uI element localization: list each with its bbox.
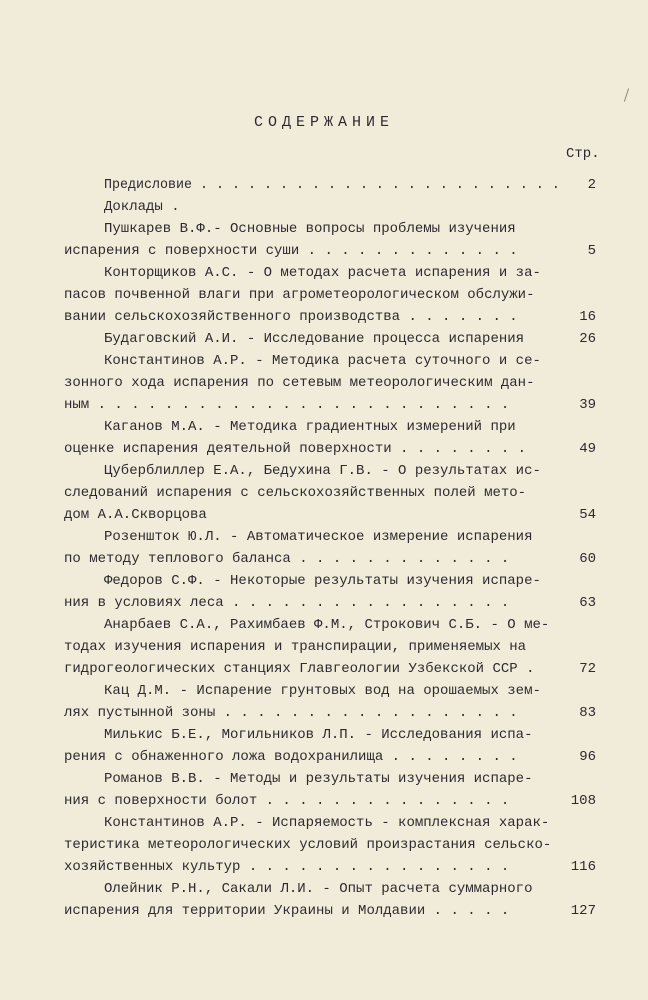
toc-line-text: хозяйственных культур . . . . . . . . . . . . . . . . [64,859,510,875]
toc-page-number: 2 [587,177,596,193]
toc-line-text: Доклады . [104,199,180,215]
toc-line-text: пасов почвенной влаги при агрометеорологическом обслужи- [64,287,535,303]
toc-line-text: теристика метеорологических условий произрастания сельско- [64,837,552,853]
toc-line [0,284,648,306]
page-column-label: Стр. [566,146,600,162]
toc-line [0,482,648,504]
toc-line-text: Розеншток Ю.Л. - Автоматическое измерение испарения [104,529,533,545]
toc-line-text: Предисловие . . . . . . . . . . . . . . . . . . . . . . . [104,177,560,193]
toc-page-number: 127 [570,903,596,919]
toc-line [0,856,648,878]
toc-line [0,438,648,460]
toc-line-text: Федоров С.Ф. - Некоторые результаты изучения испаре- [104,573,541,589]
toc-line-text: Константинов А.Р. - Испаряемость - комплексная харак- [104,815,550,831]
toc-page-number: 60 [579,551,596,567]
toc-line [0,614,648,636]
toc-line-text: гидрогеологических станциях Главгеологии Узбекской ССР . [64,661,535,677]
toc-page-number: 116 [570,859,596,875]
toc-line [0,526,648,548]
toc-line [0,240,648,262]
toc-page-number: 49 [579,441,596,457]
toc-line [0,636,648,658]
toc-line [0,218,648,240]
toc-line [0,372,648,394]
toc-line [0,702,648,724]
toc-line [0,878,648,900]
toc-line-text: ния в условиях леса . . . . . . . . . . . . . . . . . [64,595,510,611]
toc-line-text: Кац Д.М. - Испарение грунтовых вод на орошаемых зем- [104,683,541,699]
toc-line [0,262,648,284]
toc-line [0,416,648,438]
toc-line-text: испарения для территории Украины и Молдавии . . . . . [64,903,510,919]
toc-line-text: тодах изучения испарения и транспирации, применяемых на [64,639,527,655]
toc-line-text: испарения с поверхности суши . . . . . . . . . . . . . [64,243,518,259]
toc-line-text: дом А.А.Скворцова [64,507,207,523]
toc-page-number: 83 [579,705,596,721]
toc-page-number: 96 [579,749,596,765]
toc-page-number: 54 [579,507,596,523]
toc-line-text: Цуберблиллер Е.А., Бедухина Г.В. - О результатах ис- [104,463,541,479]
toc-line [0,350,648,372]
toc-line-text: вании сельскохозяйственного производства . . . . . . . [64,309,518,325]
toc-line-text: лях пустынной зоны . . . . . . . . . . . . . . . . . . [64,705,518,721]
toc-page-number: 26 [579,331,596,347]
toc-page-number: 5 [587,243,596,259]
toc-line [0,394,648,416]
toc-line [0,174,648,196]
toc-line-text: ным . . . . . . . . . . . . . . . . . . . . . . . . . [64,397,510,413]
toc-line [0,768,648,790]
toc-line-text: следований испарения с сельскохозяйственных полей мето- [64,485,527,501]
toc-line [0,680,648,702]
toc-page-number: 72 [579,661,596,677]
toc-line-text: рения с обнаженного ложа водохранилища . . . . . . . . [64,749,518,765]
toc-line-text: Будаговский А.И. - Исследование процесса испарения [104,331,525,347]
toc-line-text: ния с поверхности болот . . . . . . . . . . . . . . . [64,793,510,809]
toc-line-text: по методу теплового баланса . . . . . . . . . . . . . [64,551,510,567]
toc-line-text: Пушкарев В.Ф.- Основные вопросы проблемы изучения [104,221,516,237]
pencil-mark [624,88,629,102]
toc-line-text: Милькис Б.Е., Могильников Л.П. - Исследования испа- [104,727,533,743]
toc-line [0,724,648,746]
toc-line-text: Константинов А.Р. - Методика расчета суточного и се- [104,353,541,369]
toc-line [0,812,648,834]
toc-line-text: Романов В.В. - Методы и результаты изучения испаре- [104,771,533,787]
toc-line [0,504,648,526]
toc-page-number: 108 [570,793,596,809]
toc-line-text: Каганов М.А. - Методика градиентных измерений при [104,419,516,435]
toc-line-text: Анарбаев С.А., Рахимбаев Ф.М., Строкович С.Б. - О ме- [104,617,550,633]
toc-line-text: Олейник Р.Н., Сакали Л.И. - Опыт расчета суммарного [104,881,533,897]
toc-line [0,196,648,218]
toc-line [0,658,648,680]
toc-line [0,900,648,922]
toc-line [0,592,648,614]
toc-line [0,328,648,350]
toc-page-number: 16 [579,309,596,325]
page-title: СОДЕРЖАНИЕ [253,114,394,131]
toc-page-number: 39 [579,397,596,413]
toc-line [0,834,648,856]
toc-line-text: оценке испарения деятельной поверхности . . . . . . . . [64,441,527,457]
toc-line [0,460,648,482]
toc-line [0,746,648,768]
toc-line [0,306,648,328]
toc-line-text: Конторщиков А.С. - О методах расчета испарения и за- [104,265,541,281]
toc-line [0,570,648,592]
toc-line [0,548,648,570]
toc-line [0,790,648,812]
toc-line-text: зонного хода испарения по сетевым метеорологическим дан- [64,375,535,391]
toc-page-number: 63 [579,595,596,611]
